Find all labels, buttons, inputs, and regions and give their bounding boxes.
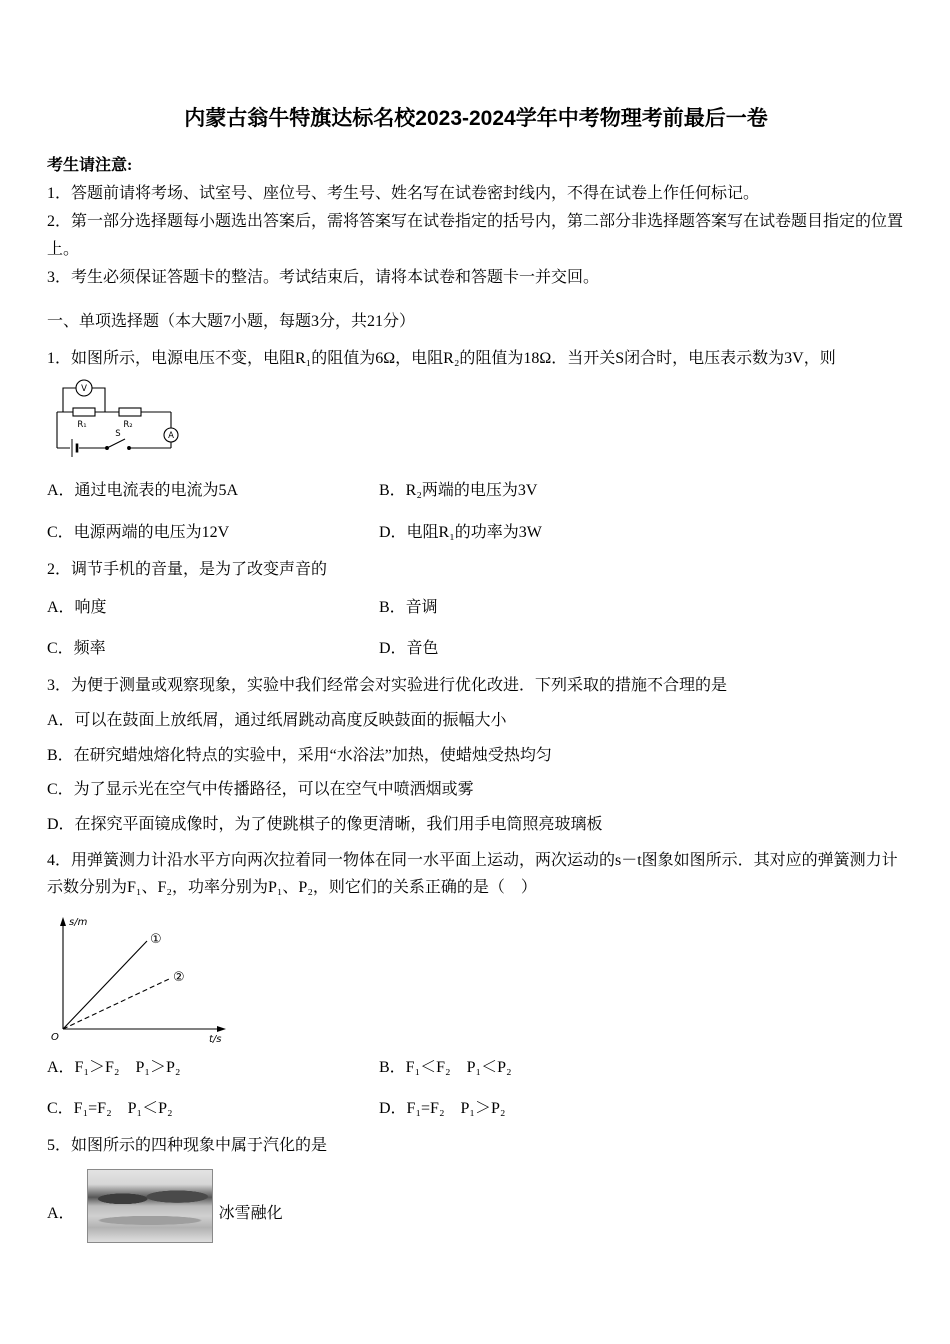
ammeter-label: A (168, 431, 174, 442)
question-2-stem: 2．调节手机的音量，是为了改变声音的 (47, 560, 328, 578)
x-axis-arrow-icon (217, 1026, 226, 1032)
switch-label: S (115, 429, 121, 440)
option-b: B．R₂两端的电压为3V (379, 482, 538, 500)
question-1-options (47, 470, 905, 553)
option-a-label: A． (47, 1205, 75, 1223)
option-d: D．电阻R₁的功率为3W (379, 523, 542, 541)
option-b: B．在研究蜡烛熔化特点的实验中，采用“水浴法”加热，使蜡烛受热均匀 (47, 746, 552, 764)
question-5-option-a (47, 1169, 905, 1243)
notice-heading: 考生请注意: (47, 157, 133, 174)
notice-item-1: 1．答题前请将考场、试室号、座位号、考生号、姓名写在试卷密封线内，不得在试卷上作任何标记。 (47, 185, 760, 202)
question-4 (47, 847, 905, 1131)
question-4-stem: 4．用弹簧测力计沿水平方向两次拉着同一物体在同一水平面上运动，两次运动的s－t图象如图所示．其对应的弹簧测力计示数分别为F₁、F₂，功率分别为P₁、P₂，则它们的关系正确的是（ ） (47, 851, 898, 896)
page-title: 内蒙古翁牛特旗达标名校2023-2024学年中考物理考前最后一卷 (184, 107, 768, 130)
circuit-diagram (49, 378, 181, 460)
resistor-r2-icon (119, 408, 141, 416)
r1-label: R₁ (77, 420, 87, 431)
line-1 (63, 941, 147, 1029)
option-a: A．响度 (47, 598, 107, 616)
option-c: C．为了显示光在空气中传播路径，可以在空气中喷洒烟或雾 (47, 781, 474, 799)
section-heading: 一、单项选择题（本大题7小题，每题3分，共21分） (47, 313, 416, 330)
question-1 (47, 345, 905, 553)
option-c: C．电源两端的电压为12V (47, 523, 230, 541)
line-2 (63, 979, 169, 1029)
y-axis-label: s/m (69, 916, 88, 928)
voltmeter-label: V (81, 384, 87, 395)
switch-contact-icon (106, 447, 109, 450)
r2-label: R₂ (123, 420, 133, 431)
question-1-stem: 1．如图所示，电源电压不变，电阻R₁的阻值为6Ω，电阻R₂的阻值为18Ω．当开关S闭合时，电压表示数为3V，则 (47, 350, 836, 368)
notice-item-2: 2．第一部分选择题每小题选出答案后，需将答案写在试卷指定的括号内，第二部分非选择题答案写在试卷题目指定的位置上。 (47, 213, 904, 258)
line-2-label: ② (173, 969, 185, 985)
switch-contact-icon (128, 447, 131, 450)
line-1-label: ① (150, 931, 162, 947)
distance-time-graph (47, 911, 239, 1045)
option-a-caption: 冰雪融化 (218, 1205, 283, 1223)
x-axis-label: t/s (209, 1033, 222, 1045)
question-5-stem: 5．如图所示的四种现象中属于汽化的是 (47, 1137, 328, 1155)
option-c: C．频率 (47, 640, 106, 658)
question-3-options (47, 708, 905, 837)
snow-landscape-photo (87, 1169, 213, 1243)
y-axis-arrow-icon (60, 917, 66, 926)
examinee-notice (47, 152, 905, 292)
question-4-options (47, 1047, 905, 1130)
question-2-options (47, 587, 905, 670)
question-3 (47, 672, 905, 838)
option-d: D．在探究平面镜成像时，为了使跳棋子的像更清晰，我们用手电筒照亮玻璃板 (47, 815, 603, 833)
option-a: A．F₁＞F₂ P₁＞P₂ (47, 1058, 181, 1076)
option-a: A．通过电流表的电流为5A (47, 482, 239, 500)
resistor-r1-icon (73, 408, 95, 416)
question-5 (47, 1132, 905, 1243)
option-b: B．F₁＜F₂ P₁＜P₂ (379, 1058, 512, 1076)
switch-blade-icon (107, 439, 125, 448)
option-d: D．F₁=F₂ P₁＞P₂ (379, 1100, 506, 1118)
question-2 (47, 556, 905, 670)
option-c: C．F₁=F₂ P₁＜P₂ (47, 1100, 173, 1118)
option-a: A．可以在鼓面上放纸屑，通过纸屑跳动高度反映鼓面的振幅大小 (47, 712, 507, 730)
option-b: B．音调 (379, 598, 438, 616)
origin-label: O (51, 1031, 59, 1043)
question-3-stem: 3．为便于测量或观察现象，实验中我们经常会对实验进行优化改进．下列采取的措施不合理的是 (47, 676, 728, 694)
notice-item-3: 3．考生必须保证答题卡的整洁。考试结束后，请将本试卷和答题卡一并交回。 (47, 269, 600, 286)
option-d: D．音色 (379, 640, 439, 658)
